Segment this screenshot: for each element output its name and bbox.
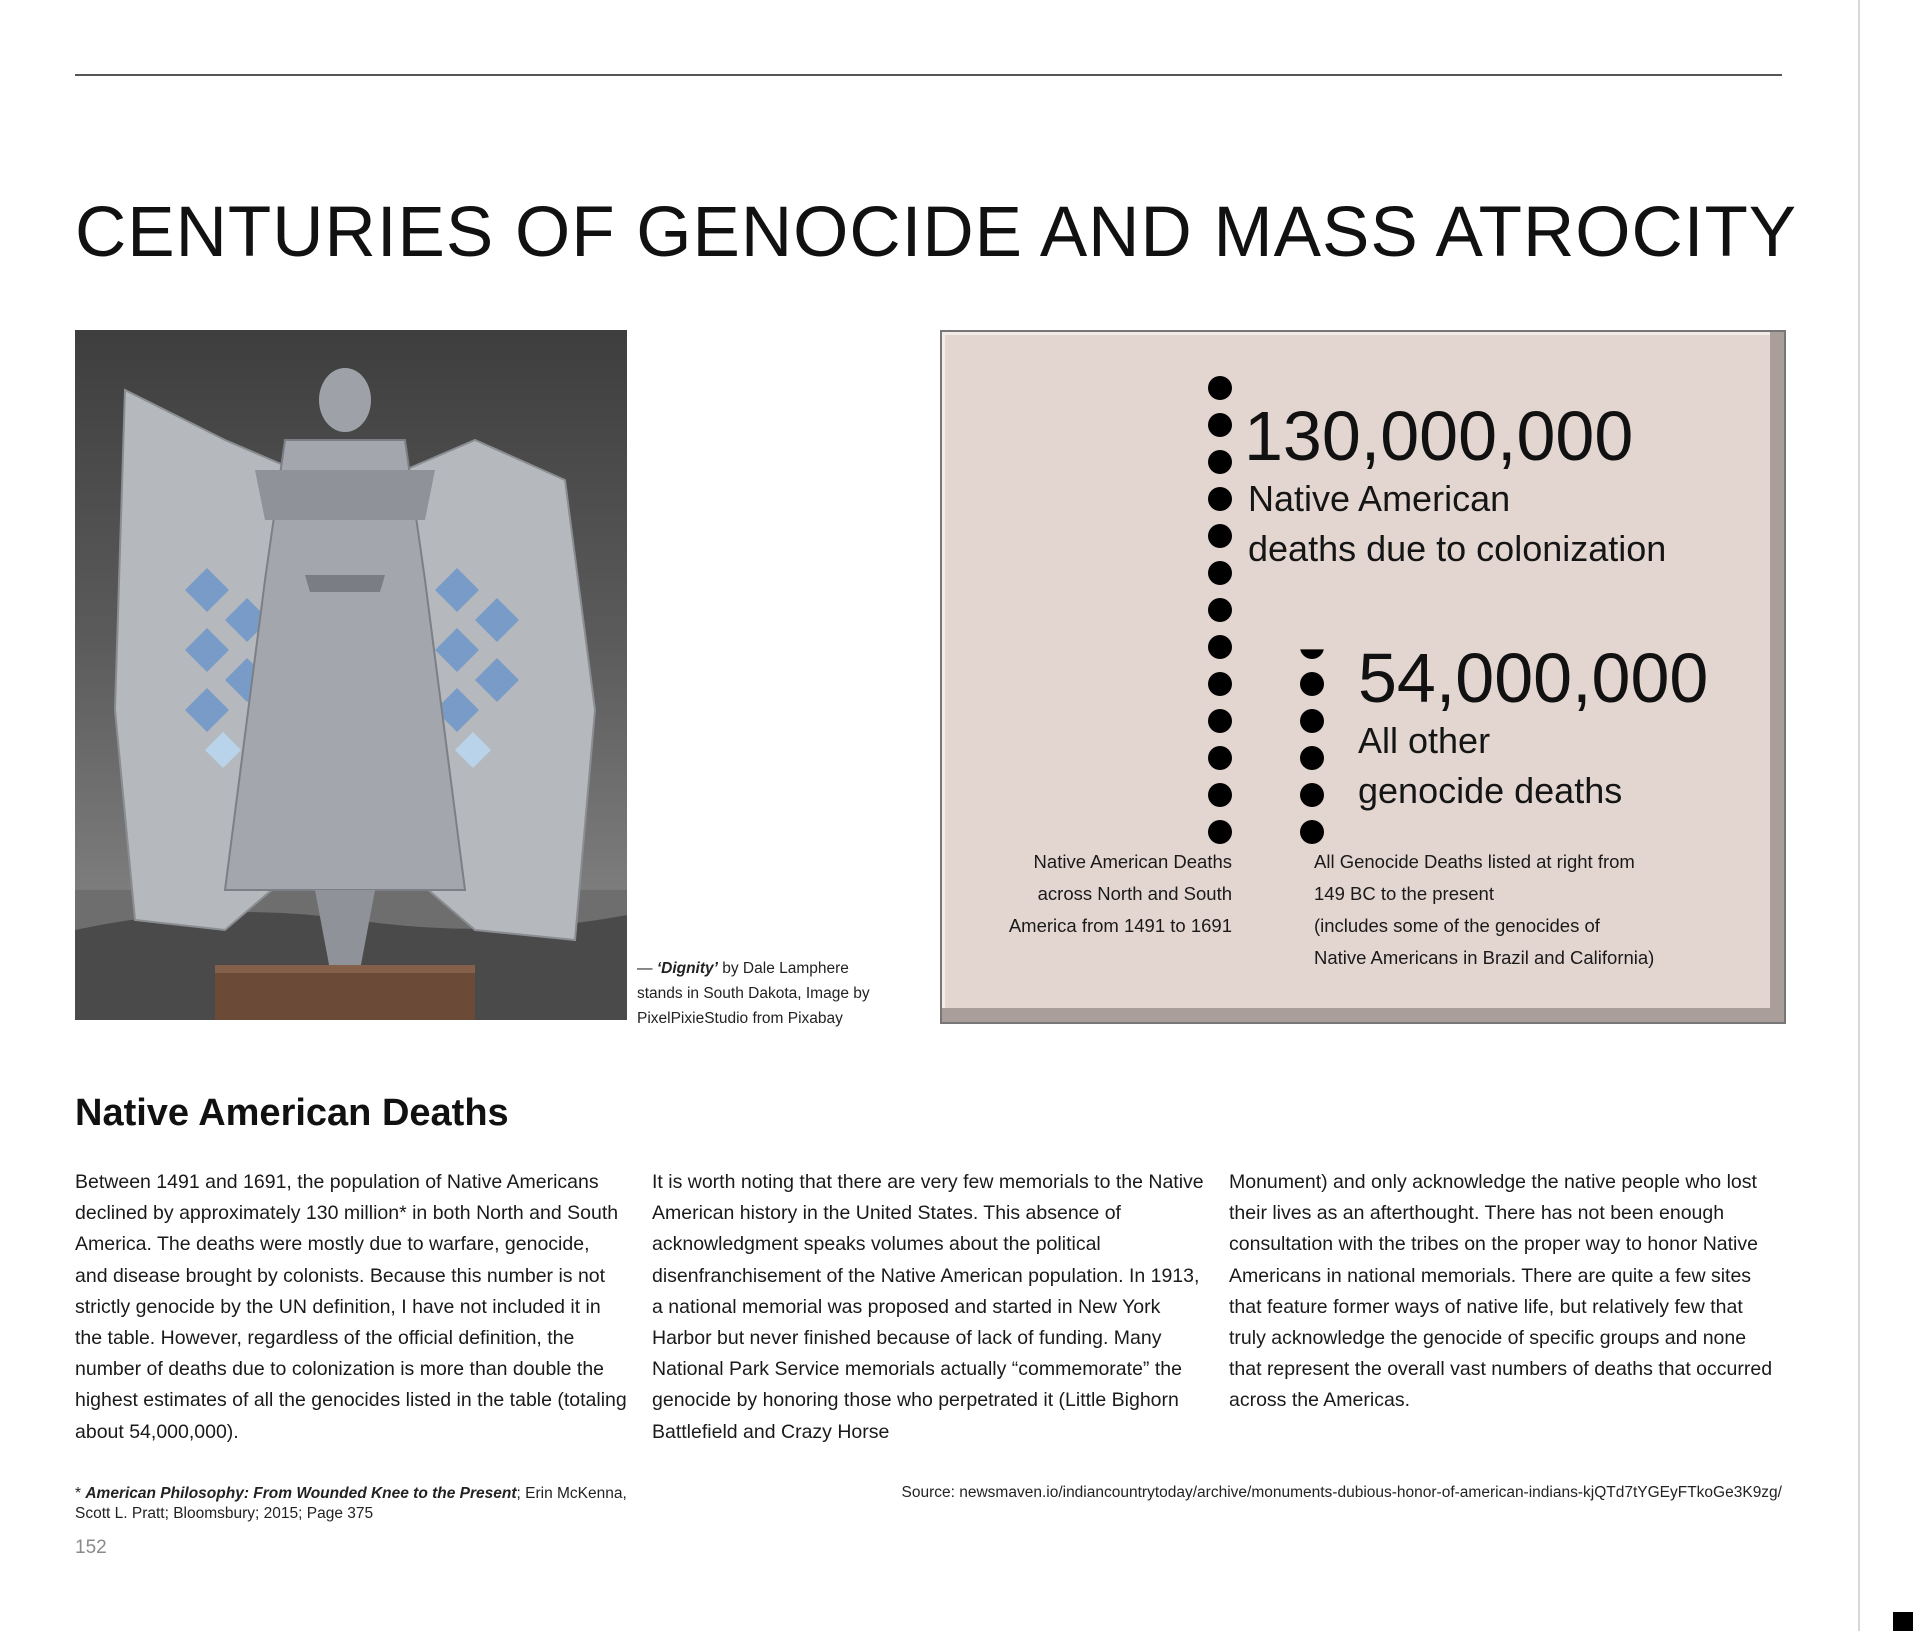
footnote-citation: ; Erin McKenna, Scott L. Pratt; Bloomsbury; 2015; Page 375: [75, 1485, 627, 1522]
other-deaths-label-line1: All other: [1358, 720, 1491, 761]
caption-dash: —: [637, 960, 657, 977]
other-deaths-number: 54,000,000: [1358, 639, 1709, 717]
native-note-line: across North and South: [1037, 883, 1232, 904]
native-death-dot: [1208, 487, 1232, 511]
native-deaths-label-line2: deaths due to colonization: [1248, 528, 1667, 569]
native-death-dot: [1208, 635, 1232, 659]
native-deaths-note: [972, 846, 1232, 942]
native-death-dot: [1208, 672, 1232, 696]
source-citation: Source: newsmaven.io/indiancountrytoday/archive/monuments-dubious-honor-of-american-indians-kjQTd7tYGEyFTkoGe3K9zg/: [901, 1484, 1782, 1501]
other-death-dot: [1300, 709, 1324, 733]
other-note-line: Native Americans in Brazil and California): [1314, 947, 1655, 968]
native-death-dot: [1208, 524, 1232, 548]
caption-text: by Dale Lamphere stands in South Dakota, Image by PixelPixieStudio from Pixabay: [637, 960, 870, 1027]
native-death-dot: [1208, 598, 1232, 622]
photo-caption: [637, 956, 897, 1031]
native-note-line: America from 1491 to 1691: [1008, 915, 1232, 936]
header-rule: [75, 74, 1782, 76]
other-death-dot: [1300, 783, 1324, 807]
body-column-3: Monument) and only acknowledge the native people who lost their lives as an afterthought. There has not been enough consultation with the tribes on the proper way to honor Native Americans in national memorials. There are quite a few sites that feature former ways of native life, but relatively few that truly acknowledge the genocide of specific groups and none that represent the overall vast numbers of deaths that occurred across the Americas.: [1229, 1171, 1773, 1412]
section-title: Native American Deaths: [75, 1092, 509, 1134]
native-death-dot: [1208, 746, 1232, 770]
corner-mark: [1893, 1612, 1913, 1631]
native-death-dot: [1208, 820, 1232, 844]
statue-illustration: [75, 330, 627, 1020]
deaths-infographic: [940, 330, 1786, 1024]
native-death-dot: [1208, 450, 1232, 474]
native-deaths-label: [1248, 474, 1728, 574]
body-column-1: Between 1491 and 1691, the population of Native Americans declined by approximately 130 million* in both North and South America. The deaths were mostly due to warfare, genocide, and disease brought by colonists. Because this number is not strictly genocide by the UN definition, I have not included it in the table. However, regardless of the official definition, the number of deaths due to colonization is more than double the highest estimates of all the genocides listed in the table (totaling about 54,000,000).: [75, 1171, 627, 1443]
footnote: [75, 1484, 635, 1524]
other-death-dot: [1300, 820, 1324, 844]
native-death-dot: [1208, 376, 1232, 400]
other-deaths-label-line2: genocide deaths: [1358, 770, 1623, 811]
other-deaths-label: [1358, 716, 1678, 816]
other-note-line: All Genocide Deaths listed at right from: [1314, 851, 1635, 872]
native-death-dot: [1208, 709, 1232, 733]
footnote-marker: *: [75, 1485, 86, 1502]
footnote-book-title: American Philosophy: From Wounded Knee to the Present: [85, 1485, 517, 1502]
other-note-line: 149 BC to the present: [1314, 883, 1494, 904]
other-deaths-note: [1314, 846, 1764, 974]
dignity-statue-photo: [75, 330, 627, 1020]
native-death-dot: [1208, 783, 1232, 807]
native-note-line: Native American Deaths: [1033, 851, 1232, 872]
other-death-dot-partial: [1300, 635, 1324, 659]
other-death-dot: [1300, 672, 1324, 696]
page-number: 152: [75, 1537, 107, 1558]
native-deaths-label-line1: Native American: [1248, 478, 1511, 519]
body-column-2: It is worth noting that there are very few memorials to the Native American history in the United States. This absence of acknowledgment speaks volumes about the political disenfranchisement of the Native American population. In 1913, a national memorial was proposed and started in New York Harbor but never finished because of lack of funding. Many National Park Service memorials actually “commemorate” the genocide by honoring those who perpetrated it (Little Bighorn Battlefield and Crazy Horse: [652, 1171, 1204, 1443]
native-death-dot: [1208, 413, 1232, 437]
page-title: CENTURIES OF GENOCIDE AND MASS ATROCITY: [75, 193, 1798, 272]
native-deaths-number: 130,000,000: [1244, 397, 1634, 475]
other-death-dot: [1300, 746, 1324, 770]
native-death-dot: [1208, 561, 1232, 585]
page-edge-rule: [1858, 0, 1860, 1631]
caption-artwork-title: ‘Dignity’: [656, 960, 718, 977]
other-note-line: (includes some of the genocides of: [1314, 915, 1600, 936]
